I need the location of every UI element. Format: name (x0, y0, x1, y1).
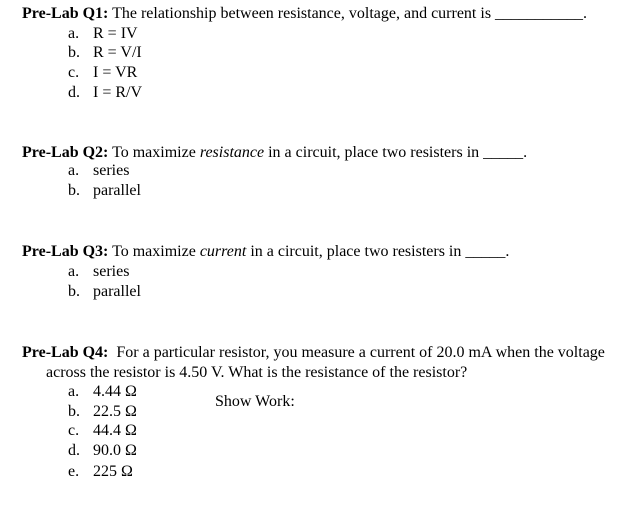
q4-prompt (22, 343, 605, 363)
option-letter: b. (68, 283, 80, 300)
q4-option-a (68, 382, 137, 402)
q2-prompt (22, 143, 527, 163)
q1-label: Pre-Lab Q1: (22, 5, 109, 22)
q4-label: Pre-Lab Q4: (22, 344, 109, 361)
q3-prompt (22, 242, 509, 262)
option-text: parallel (93, 182, 141, 199)
q2-option-b (68, 181, 141, 201)
q1-option-a (68, 24, 138, 44)
option-text: series (93, 263, 130, 280)
q1-blank: ___________ (495, 5, 584, 22)
q2-pre: To maximize (108, 144, 200, 161)
q2-end: . (523, 144, 528, 161)
q1-text: The relationship between resistance, voltage, and current is (108, 5, 496, 22)
option-letter: b. (68, 182, 80, 199)
option-text: 225 Ω (93, 463, 133, 480)
q1-option-c (68, 63, 137, 83)
option-letter: e. (68, 463, 80, 480)
q4-option-b (68, 402, 137, 422)
option-text: parallel (93, 283, 141, 300)
q1-option-d (68, 83, 142, 103)
option-letter: a. (68, 25, 80, 42)
option-letter: a. (68, 162, 80, 179)
q3-option-a (68, 262, 129, 282)
option-letter: d. (68, 84, 80, 101)
option-letter: b. (68, 44, 80, 61)
q3-post: in a circuit, place two resisters in (246, 243, 466, 260)
option-letter: b. (68, 403, 80, 420)
q3-blank: _____ (465, 243, 506, 260)
q2-post: in a circuit, place two resisters in (264, 144, 484, 161)
q3-end: . (505, 243, 510, 260)
q4-line1: For a particular resistor, you measure a current of 20.0 mA when the voltage (108, 344, 605, 361)
option-text: R = IV (93, 25, 138, 42)
q1-prompt (22, 4, 587, 24)
option-text: 22.5 Ω (93, 403, 137, 420)
q3-label: Pre-Lab Q3: (22, 243, 109, 260)
option-text: R = V/I (93, 44, 142, 61)
option-letter: c. (68, 64, 80, 81)
option-text: series (93, 162, 130, 179)
q2-label: Pre-Lab Q2: (22, 144, 109, 161)
q2-emphasis: resistance (199, 144, 265, 161)
option-letter: a. (68, 263, 80, 280)
q3-emphasis: current (199, 243, 247, 260)
option-letter: c. (68, 422, 80, 439)
q3-option-b (68, 282, 141, 302)
option-text: 90.0 Ω (93, 442, 137, 459)
q1-end: . (583, 5, 588, 22)
option-text: I = VR (93, 64, 138, 81)
q1-option-b (68, 43, 142, 63)
option-letter: a. (68, 383, 80, 400)
q4-option-e (68, 462, 133, 482)
option-text: 4.44 Ω (93, 383, 137, 400)
q2-blank: _____ (483, 144, 524, 161)
q4-option-c (68, 421, 137, 441)
option-text: 44.4 Ω (93, 422, 137, 439)
q4-option-d (68, 441, 137, 461)
q2-option-a (68, 161, 129, 181)
show-work-label: Show Work: (215, 393, 295, 410)
q4-line2: across the resistor is 4.50 V. What is the resistance of the resistor? (46, 364, 468, 381)
q3-pre: To maximize (108, 243, 200, 260)
option-letter: d. (68, 442, 80, 459)
option-text: I = R/V (93, 84, 143, 101)
